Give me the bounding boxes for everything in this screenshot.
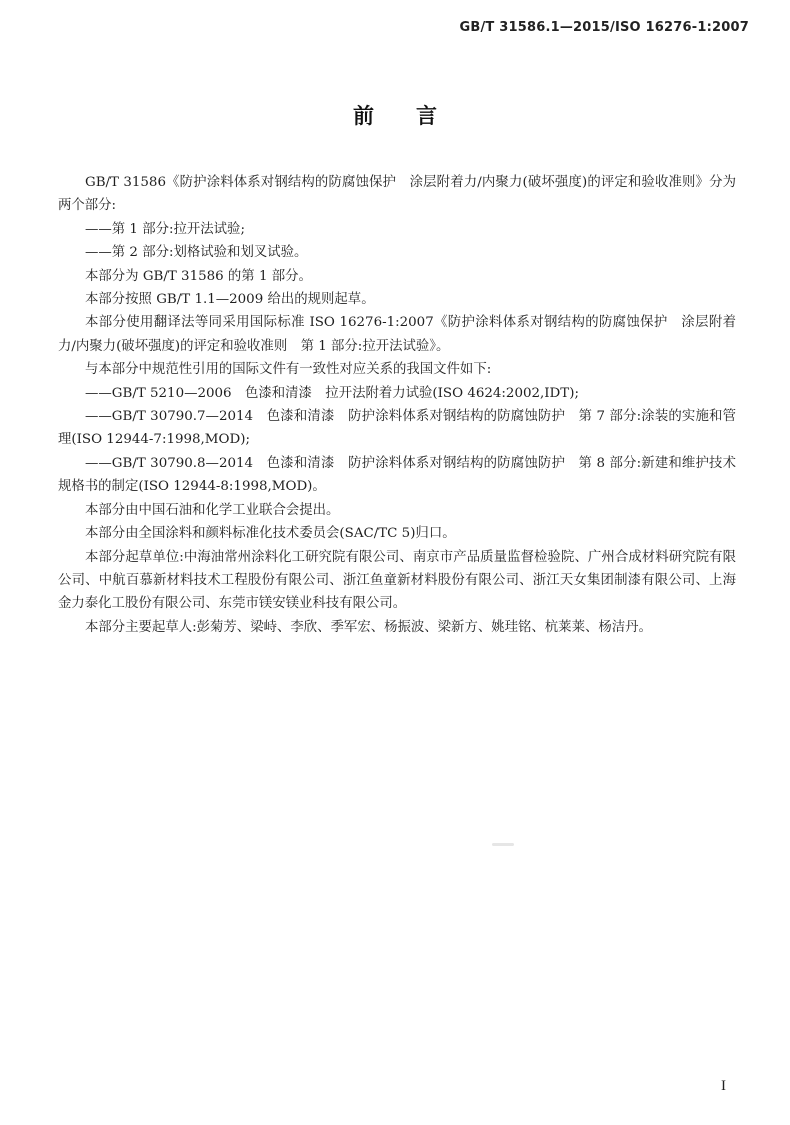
paragraph-intro: GB/T 31586《防护涂料体系对钢结构的防腐蚀保护 涂层附着力/内聚力(破坏强度)的评定和验收准则》分为两个部分: bbox=[58, 175, 736, 214]
paragraph-drafting-units: 本部分起草单位:中海油常州涂料化工研究院有限公司、南京市产品质量监督检验院、广州合成材料研究院有限公司、中航百慕新材料技术工程股份有限公司、浙江鱼童新材料股份有限公司、浙江天女集团制漆有限公司、上海金力泰化工股份有限公司、东莞市镁安镁业科技有限公司。 bbox=[58, 549, 736, 612]
paragraph-proposed-by: 本部分由中国石油和化学工业联合会提出。 bbox=[85, 502, 340, 518]
standard-number-header: GB/T 31586.1—2015/ISO 16276-1:2007 bbox=[459, 20, 749, 35]
list-item-gbt-30790-7: ——GB/T 30790.7—2014 色漆和清漆 防护涂料体系对钢结构的防腐蚀防护 第 7 部分:涂装的实施和管理(ISO 12944-7:1998,MOD); bbox=[58, 409, 736, 448]
paragraph-translation-method: 本部分使用翻译法等同采用国际标准 ISO 16276-1:2007《防护涂料体系对钢结构的防腐蚀保护 涂层附着力/内聚力(破坏强度)的评定和验收准则 第 1 部分:拉开法试验》。 bbox=[58, 315, 736, 354]
paragraph-drafters: 本部分主要起草人:彭菊芳、梁峙、李欣、季军宏、杨振波、梁新方、姚珪铭、杭莱莱、杨洁丹。 bbox=[85, 619, 652, 635]
paragraph-under-jurisdiction: 本部分由全国涂料和颜料标准化技术委员会(SAC/TC 5)归口。 bbox=[85, 526, 456, 542]
foreword-body bbox=[58, 171, 736, 639]
page-title: 前言 bbox=[353, 104, 479, 128]
paragraph-correspondence-intro: 与本部分中规范性引用的国际文件有一致性对应关系的我国文件如下: bbox=[85, 362, 492, 378]
paragraph-drafting-rules: 本部分按照 GB/T 1.1—2009 给出的规则起草。 bbox=[85, 292, 375, 308]
list-item-gbt-5210: ——GB/T 5210—2006 色漆和清漆 拉开法附着力试验(ISO 4624:2002,IDT); bbox=[85, 385, 579, 401]
list-item-gbt-30790-8: ——GB/T 30790.8—2014 色漆和清漆 防护涂料体系对钢结构的防腐蚀防护 第 8 部分:新建和维护技术规格书的制定(ISO 12944-8:1998,MOD)。 bbox=[58, 455, 736, 495]
list-item-part-2: ——第 2 部分:划格试验和划叉试验。 bbox=[85, 245, 308, 261]
paragraph-part-statement: 本部分为 GB/T 31586 的第 1 部分。 bbox=[85, 268, 312, 284]
scan-mark bbox=[492, 843, 514, 846]
list-item-part-1: ——第 1 部分:拉开法试验; bbox=[85, 221, 245, 237]
page-number: I bbox=[721, 1078, 726, 1094]
